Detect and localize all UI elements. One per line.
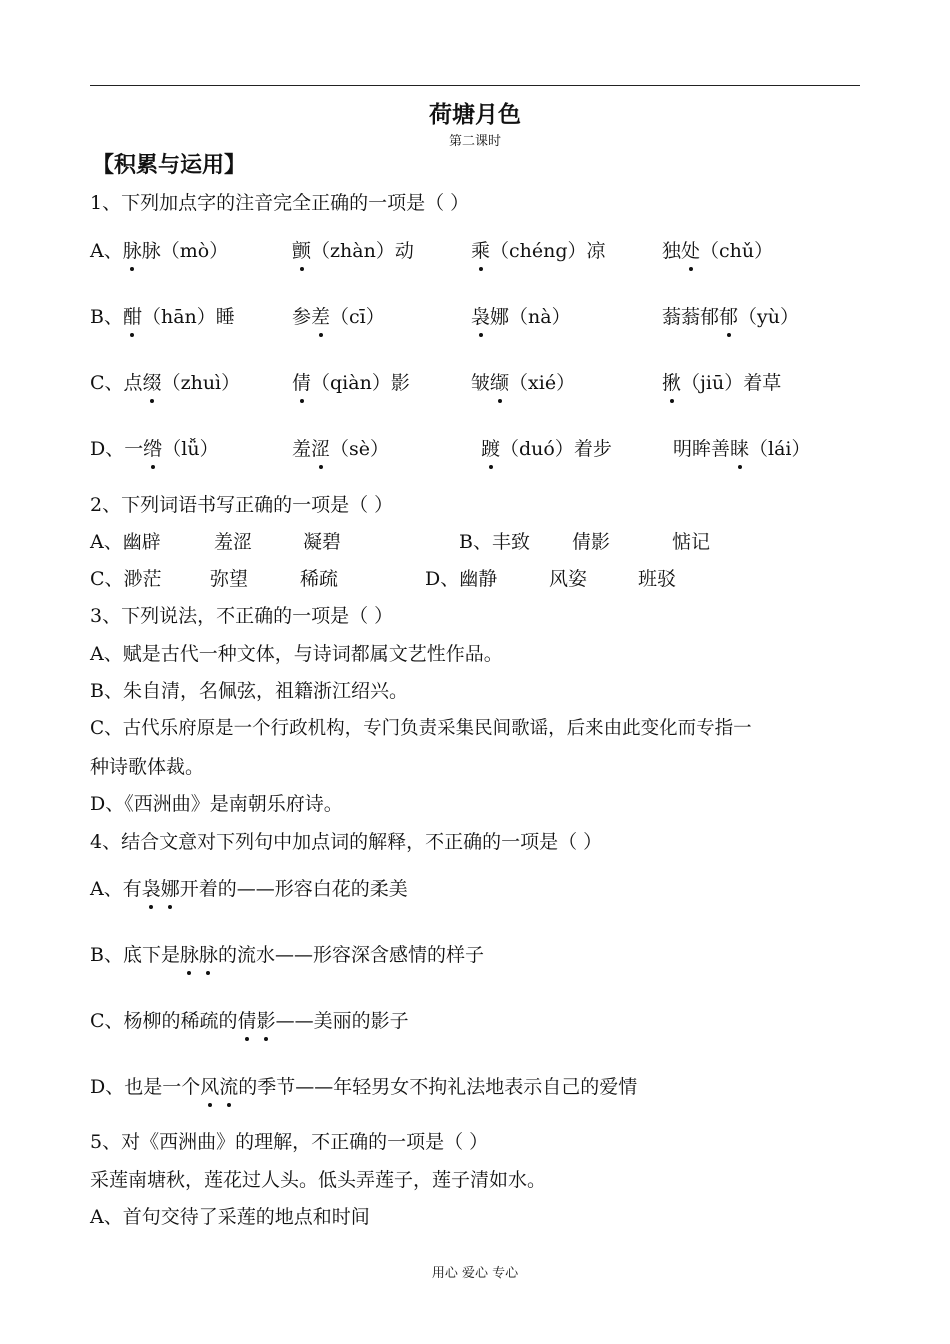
page-title: 荷塘月色 [429, 102, 521, 128]
emphasis-char: 脉 [198, 944, 218, 966]
q4-stem: 4、结合文意对下列句中加点词的解释，不正确的一项是（ ） [90, 831, 603, 853]
emphasis-char: 酣 [122, 306, 142, 328]
page-footer: 用心 爱心 专心 [431, 1266, 519, 1281]
q3-option-d: D、《西洲曲》是南朝乐府诗。 [90, 793, 343, 815]
q1-option-b: B、酣（hān）睡 参差（cī） 袅娜（nà） 蓊蓊郁郁（yù） [90, 306, 800, 328]
emphasis-char: 差 [311, 306, 331, 328]
q5-poem: 采莲南塘秋，莲花过人头。低头弄莲子，莲子清如水。 [90, 1169, 547, 1191]
emphasis-char: 影 [256, 1010, 276, 1032]
q1-option-a: A、脉脉（mò） 颤（zhàn）动 乘（chéng）凉 独处（chǔ） [90, 240, 774, 262]
emphasis-char: 娜 [160, 878, 180, 900]
q2-stem: 2、下列词语书写正确的一项是（ ） [90, 494, 394, 516]
emphasis-char: 脉 [179, 944, 199, 966]
page-subtitle: 第二课时 [448, 134, 501, 149]
emphasis-char: 睐 [730, 438, 750, 460]
q1-option-c: C、点缀（zhuì） 倩（qiàn）影 皱缬（xié） 揪（jiū）着草 [90, 372, 782, 394]
q3-option-c-line-2: 种诗歌体裁。 [90, 756, 205, 778]
emphasis-char: 涩 [311, 438, 331, 460]
emphasis-char: 脉 [122, 240, 142, 262]
emphasis-char: 缀 [142, 372, 162, 394]
emphasis-char: 颤 [292, 240, 312, 262]
emphasis-char: 乘 [471, 240, 491, 262]
q5-stem: 5、对《西洲曲》的理解，不正确的一项是（ ） [90, 1131, 489, 1153]
emphasis-char: 袅 [471, 306, 491, 328]
q4-option-a: A、有袅娜开着的——形容白花的柔美 [90, 878, 408, 900]
q3-option-c-line-1: C、古代乐府原是一个行政机构，专门负责采集民间歌谣，后来由此变化而专指一 [90, 718, 752, 739]
emphasis-char: 揪 [662, 372, 682, 394]
emphasis-char: 郁 [719, 306, 739, 328]
q1-option-d: D、一绺（lǚ） 羞涩（sè） 踱（duó）着步 明眸善睐（lái） [90, 438, 811, 460]
header-rule [90, 85, 860, 86]
emphasis-char: 绺 [143, 438, 163, 460]
q3-stem: 3、下列说法，不正确的一项是（ ） [90, 605, 394, 627]
q4-option-d: D、也是一个风流的季节——年轻男女不拘礼法地表示自己的爱情 [90, 1076, 638, 1098]
q3-option-a: A、赋是古代一种文体，与诗词都属文艺性作品。 [90, 643, 503, 665]
q4-option-c: C、杨柳的稀疏的倩影——美丽的影子 [90, 1010, 409, 1032]
q3-option-b: B、朱自清，名佩弦，祖籍浙江绍兴。 [90, 680, 408, 702]
q4-option-b: B、底下是脉脉的流水——形容深含感情的样子 [90, 944, 485, 966]
emphasis-char: 踱 [481, 438, 501, 460]
q2-row-1: A、幽辟 羞涩 凝碧 B、丰致 倩影 惦记 [90, 531, 711, 553]
emphasis-char: 袅 [141, 878, 161, 900]
section-heading: 【积累与运用】 [92, 153, 247, 178]
emphasis-char: 倩 [292, 372, 312, 394]
emphasis-char: 倩 [237, 1010, 257, 1032]
q2-row-2: C、渺茫 弥望 稀疏 D、幽静 风姿 班驳 [90, 568, 677, 590]
q5-option-a: A、首句交待了采莲的地点和时间 [90, 1206, 370, 1228]
emphasis-char: 风 [200, 1076, 220, 1098]
q1-stem: 1、下列加点字的注音完全正确的一项是（ ） [90, 192, 470, 214]
emphasis-char: 流 [219, 1076, 239, 1098]
emphasis-char: 处 [681, 240, 701, 262]
emphasis-char: 缬 [490, 372, 510, 394]
